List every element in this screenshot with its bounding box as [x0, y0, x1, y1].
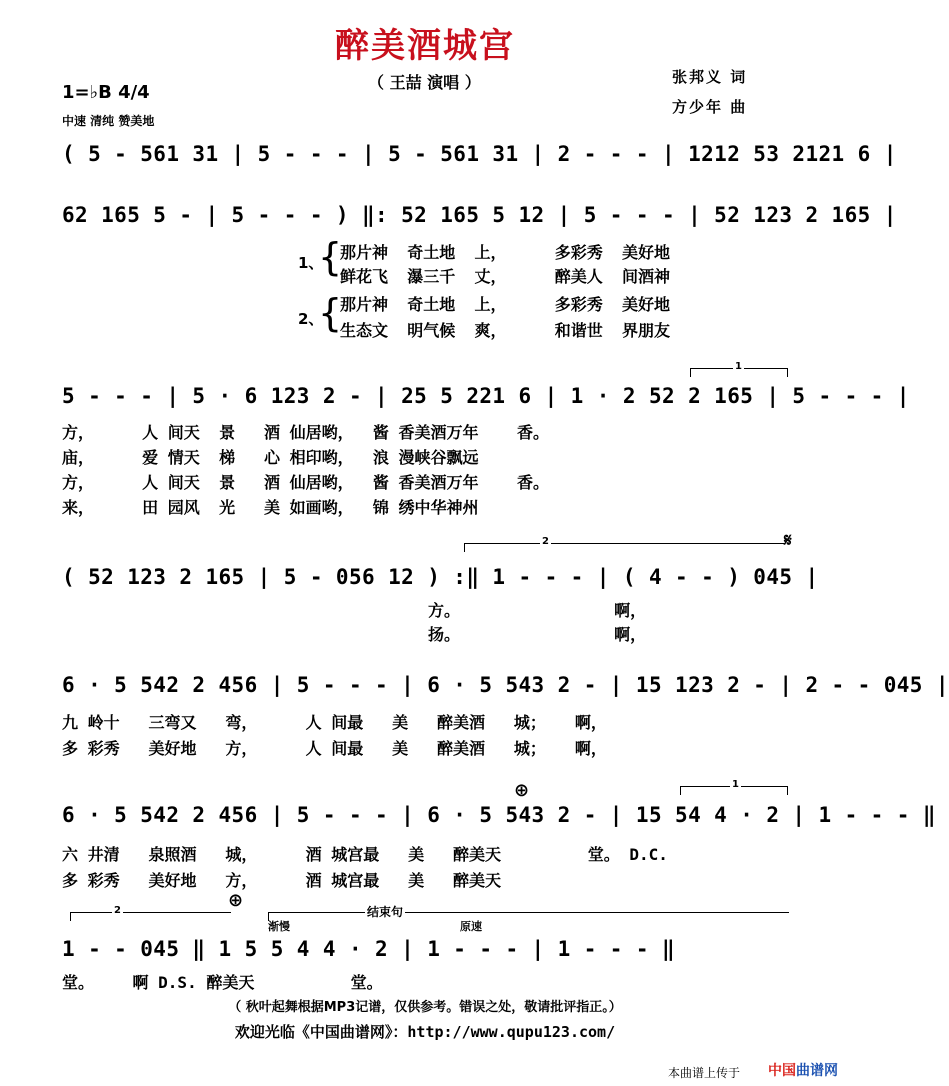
- row-3-lyric-2: 庙， 爱 情天 梯 心 相印哟， 浪 漫峡谷飘远: [62, 448, 479, 467]
- volta-label-1: 1: [735, 361, 742, 372]
- composer-credit: 方少年 曲: [672, 98, 748, 116]
- row-6-lyric-2: 多 彩秀 美好地 方， 酒 城宫最 美 醉美天: [62, 871, 502, 890]
- volta-label-4: 2: [114, 905, 121, 916]
- score-row-3: 5 - - - | 5 · 6 123 2 - | 25 5 221 6 | 1 · 2 52 2 165 | 5 - - - |: [62, 384, 910, 408]
- verse-label-2: 2、: [298, 310, 324, 328]
- row-4-lyric-1: 方。 啊，: [62, 601, 647, 620]
- verse-2-line-1: 那片神 奇土地 上， 多彩秀 美好地: [340, 295, 670, 314]
- segno-icon: 𝄋: [784, 530, 792, 551]
- score-row-5: 6 · 5 542 2 456 | 5 - - - | 6 · 5 543 2 - | 15 123 2 - | 2 - - 045 |: [62, 673, 949, 697]
- welcome-link[interactable]: 欢迎光临《中国曲谱网》：http://www.qupu123.com/: [234, 1023, 616, 1041]
- row-5-lyric-2: 多 彩秀 美好地 方， 人 间最 美 醉美酒 城； 啊，: [62, 739, 607, 758]
- performer-line: （ 王喆 演唱 ）: [368, 73, 481, 92]
- verse-1-line-2: 鲜花飞 瀑三千 丈， 醉美人 间酒神: [340, 267, 670, 286]
- row-3-lyric-3: 方， 人 间天 景 酒 仙居哟， 酱 香美酒万年 香。: [62, 473, 550, 492]
- coda-icon: ⊕: [514, 780, 530, 801]
- row-4-lyric-2: 扬。 啊，: [62, 625, 647, 644]
- song-title: 醉美酒城宫: [335, 26, 515, 66]
- volta-label-2: 2: [542, 536, 549, 547]
- verse-brace-2: {: [318, 291, 343, 335]
- row-7-lyric-1: 堂。 啊 D.S. 醉美天 堂。: [62, 973, 383, 992]
- logo-part-a: 中国: [768, 1063, 796, 1079]
- score-row-4: ( 52 123 2 165 | 5 - 056 12 ) :‖ 1 - - - | ( 4 - - ) 045 |: [62, 565, 819, 589]
- row-3-lyric-4: 来， 田 园风 光 美 如画哟， 锦 绣中华神州: [62, 498, 479, 517]
- score-row-2: 62 165 5 - | 5 - - - ) ‖: 52 165 5 12 | 5 - - - | 52 123 2 165 |: [62, 203, 897, 227]
- score-row-1: ( 5 - 561 31 | 5 - - - | 5 - 561 31 | 2 - - - | 1212 53 2121 6 |: [62, 142, 897, 166]
- volta-bracket-4: [70, 912, 231, 921]
- coda-icon-2: ⊕: [228, 890, 244, 911]
- row-6-lyric-1: 六 井清 泉照酒 城， 酒 城宫最 美 醉美天 堂。 D.C.: [62, 845, 668, 864]
- score-row-6: 6 · 5 542 2 456 | 5 - - - | 6 · 5 543 2 - | 15 54 4 · 2 | 1 - - - ‖: [62, 803, 936, 827]
- site-logo[interactable]: [768, 1060, 838, 1080]
- tempo-marking: 中速 清纯 赞美地: [62, 114, 155, 128]
- row-5-lyric-1: 九 岭十 三弯又 弯， 人 间最 美 醉美酒 城； 啊，: [62, 713, 607, 732]
- ending-bracket: [268, 912, 789, 921]
- ending-label: 结束句: [367, 905, 404, 919]
- verse-label-1: 1、: [298, 254, 324, 272]
- key-signature: 1=♭B 4/4: [62, 82, 150, 103]
- row-3-lyric-1: 方， 人 间天 景 酒 仙居哟， 酱 香美酒万年 香。: [62, 423, 550, 442]
- score-row-7: 1 - - 045 ‖ 1 5 5 4 4 · 2 | 1 - - - | 1 - - - ‖: [62, 937, 676, 961]
- volta-bracket-2: [464, 543, 785, 552]
- upload-note: 本曲谱上传于: [667, 1066, 740, 1080]
- volta-label-3: 1: [732, 779, 739, 790]
- ritardando-label: 渐慢: [268, 920, 290, 933]
- transcription-note: （ 秋叶起舞根据MP3记谱，仅供参考。错误之处，敬请批评指正。）: [228, 1000, 622, 1015]
- lyricist-credit: 张邦义 词: [672, 68, 748, 86]
- verse-1-line-1: 那片神 奇土地 上， 多彩秀 美好地: [340, 243, 670, 262]
- logo-part-b: 曲谱网: [796, 1063, 838, 1079]
- verse-2-line-2: 生态文 明气候 爽， 和谐世 界朋友: [340, 321, 670, 340]
- a-tempo-label: 原速: [460, 920, 482, 933]
- verse-brace-1: {: [318, 235, 343, 279]
